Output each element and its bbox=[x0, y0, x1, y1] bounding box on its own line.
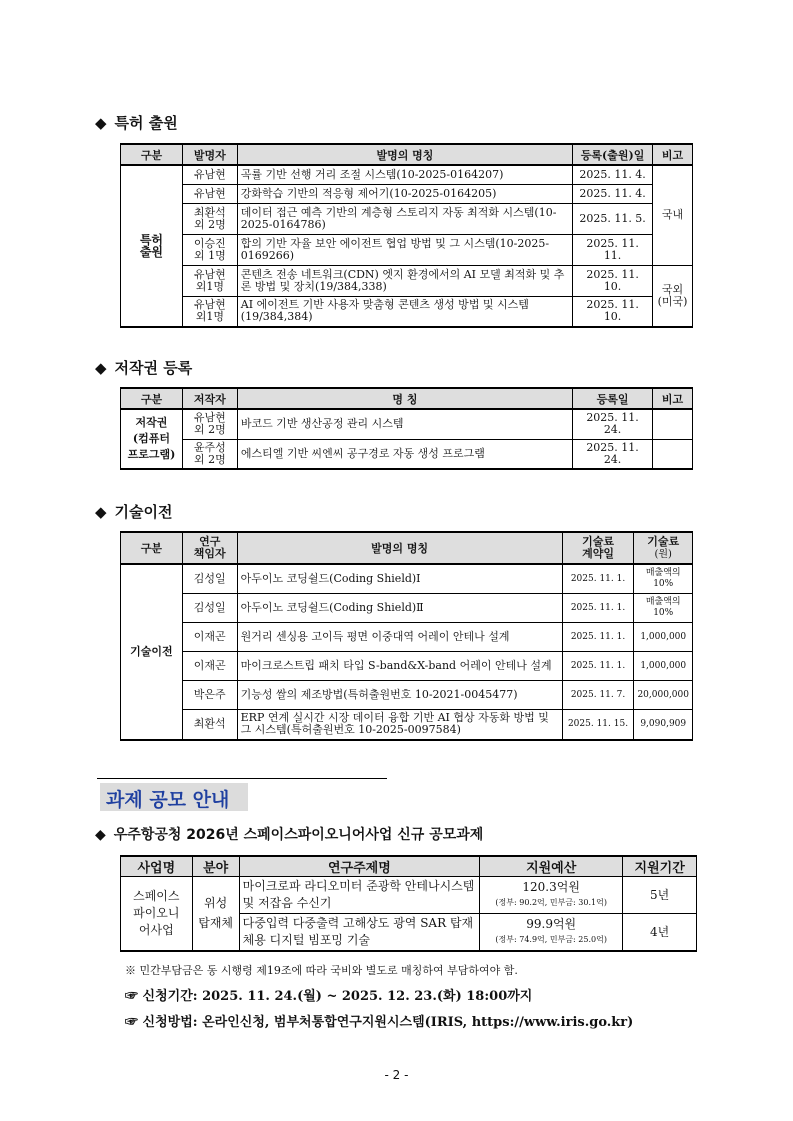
patent-date: 2025. 11. 4. bbox=[573, 165, 653, 184]
tech-date: 2025. 11. 1. bbox=[562, 622, 634, 651]
patent-remark-foreign: 국외 (미국) bbox=[653, 265, 693, 327]
header-budget: 지원예산 bbox=[480, 856, 623, 877]
tech-title: ERP 연계 실시간 시장 데이터 융합 기반 AI 협상 자동화 방법 및 그 시스템(특허출원번호 10-2025-0097584) bbox=[237, 709, 562, 740]
header-title: 발명의 명칭 bbox=[237, 144, 572, 165]
header-remark: 비고 bbox=[653, 144, 693, 165]
tech-title: 아두이노 코딩쉴드(Coding Shield)Ⅱ bbox=[237, 593, 562, 622]
patent-section-title: ◆ 특허 출원 bbox=[95, 114, 178, 132]
tech-researcher: 김성일 bbox=[182, 564, 237, 593]
tech-transfer-table bbox=[120, 531, 693, 741]
header-remark: 비고 bbox=[653, 388, 693, 409]
header-date: 등록일 bbox=[573, 388, 653, 409]
announcement-banner: 과제 공모 안내 bbox=[106, 789, 230, 811]
patent-title: 합의 기반 자율 보안 에이전트 협업 방법 및 그 시스템(10-2025-0169266) bbox=[237, 234, 572, 265]
copyright-title: 에스티엘 기반 씨엔씨 공구경로 자동 생성 프로그램 bbox=[237, 439, 572, 469]
topic-name: 다중입력 다중출력 고해상도 광역 SAR 탑재체용 디지털 빔포밍 기술 bbox=[239, 914, 479, 951]
announcement-table bbox=[120, 855, 697, 952]
patent-inventor: 이승진 외 1명 bbox=[182, 234, 237, 265]
patent-title: 강화학습 기반의 적응형 제어기(10-2025-0164205) bbox=[237, 184, 572, 203]
copyright-table bbox=[120, 387, 693, 470]
patent-date: 2025. 11. 5. bbox=[573, 203, 653, 234]
copyright-date: 2025. 11. 24. bbox=[573, 439, 653, 469]
tech-researcher: 김성일 bbox=[182, 593, 237, 622]
patent-category: 특허 출원 bbox=[121, 165, 183, 327]
header-researcher: 연구 책임자 bbox=[182, 532, 237, 564]
period: 4년 bbox=[623, 914, 697, 951]
diamond-bullet-icon: ◆ bbox=[95, 359, 107, 377]
apply-period: ☞ 신청기간: 2025. 11. 24.(월) ~ 2025. 12. 23.(화) 18:00까지 bbox=[125, 989, 533, 1004]
page-number: - 2 - bbox=[384, 1068, 409, 1082]
tech-researcher: 이재곤 bbox=[182, 651, 237, 680]
header-inventor: 발명자 bbox=[182, 144, 237, 165]
tech-title: 아두이노 코딩쉴드(Coding Shield)Ⅰ bbox=[237, 564, 562, 593]
budget-cell bbox=[480, 877, 623, 914]
copyright-date: 2025. 11. 24. bbox=[573, 409, 653, 439]
tech-date: 2025. 11. 7. bbox=[562, 680, 634, 709]
patent-title: AI 에이전트 기반 사용자 맞춤형 콘텐츠 생성 방법 및 시스템(19/384,384) bbox=[237, 296, 572, 327]
copyright-category: 저작권 (컴퓨터 프로그램) bbox=[121, 409, 183, 469]
patent-inventor: 유남현 외1명 bbox=[182, 296, 237, 327]
budget-cell bbox=[480, 914, 623, 951]
fee-unit: (원) bbox=[654, 548, 672, 560]
apply-method: ☞ 신청방법: 온라인신청, 범부처통합연구지원시스템(IRIS, https://www.iris.go.kr) bbox=[125, 1015, 634, 1030]
patent-table bbox=[120, 143, 693, 328]
tech-fee: 1,000,000 bbox=[634, 622, 693, 651]
patent-inventor: 유남현 외1명 bbox=[182, 265, 237, 296]
patent-date: 2025. 11. 4. bbox=[573, 184, 653, 203]
patent-title: 콘텐츠 전송 네트워크(CDN) 엣지 환경에서의 AI 모델 최적화 및 추론 방법 및 장치(19/384,338) bbox=[237, 265, 572, 296]
field-name: 위성 탑재체 bbox=[192, 877, 239, 951]
patent-inventor: 유남현 bbox=[182, 184, 237, 203]
copyright-author: 윤주성 외 2명 bbox=[182, 439, 237, 469]
header-field: 분야 bbox=[192, 856, 239, 877]
copyright-title: 바코드 기반 생산공정 관리 시스템 bbox=[237, 409, 572, 439]
tech-researcher: 최환석 bbox=[182, 709, 237, 740]
patent-inventor: 유남현 bbox=[182, 165, 237, 184]
tech-date: 2025. 11. 1. bbox=[562, 593, 634, 622]
period: 5년 bbox=[623, 877, 697, 914]
diamond-bullet-icon: ◆ bbox=[95, 114, 107, 132]
tech-transfer-section-title: ◆ 기술이전 bbox=[95, 503, 173, 521]
tech-fee: 1,000,000 bbox=[634, 651, 693, 680]
tech-researcher: 이재곤 bbox=[182, 622, 237, 651]
section-divider bbox=[97, 778, 387, 779]
topic-name: 마이크로파 라디오미터 준광학 안테나시스템 및 저잡음 수신기 bbox=[239, 877, 479, 914]
budget-amount: 99.9억원 bbox=[526, 916, 577, 931]
tech-fee: 20,000,000 bbox=[634, 680, 693, 709]
diamond-bullet-icon: ◆ bbox=[95, 503, 107, 521]
matching-note: ※ 민간부담금은 동 시행령 제19조에 따라 국비와 별도로 매칭하여 부담하여야 함. bbox=[125, 964, 518, 977]
patent-date: 2025. 11. 11. bbox=[573, 234, 653, 265]
budget-detail: (정부: 90.2억, 민부금: 30.1억) bbox=[495, 898, 607, 907]
copyright-remark bbox=[653, 439, 693, 469]
diamond-bullet-icon: ◆ bbox=[95, 827, 106, 843]
header-topic: 연구주제명 bbox=[239, 856, 479, 877]
patent-date: 2025. 11. 10. bbox=[573, 265, 653, 296]
header-category: 구분 bbox=[121, 144, 183, 165]
header-contract-date: 기술료 계약일 bbox=[562, 532, 634, 564]
tech-date: 2025. 11. 1. bbox=[562, 564, 634, 593]
budget-amount: 120.3억원 bbox=[522, 880, 580, 894]
header-date: 등록(출원)일 bbox=[573, 144, 653, 165]
program-name: 스페이스 파이오니 어사업 bbox=[121, 877, 193, 951]
patent-title: 곡률 기반 선행 거리 조절 시스템(10-2025-0164207) bbox=[237, 165, 572, 184]
patent-inventor: 최환석 외 2명 bbox=[182, 203, 237, 234]
copyright-section-title: ◆ 저작권 등록 bbox=[95, 359, 193, 377]
tech-date: 2025. 11. 15. bbox=[562, 709, 634, 740]
header-category: 구분 bbox=[121, 388, 183, 409]
tech-researcher: 박은주 bbox=[182, 680, 237, 709]
header-title: 발명의 명칭 bbox=[237, 532, 562, 564]
tech-title: 원거리 센싱용 고이득 평면 이중대역 어레이 안테나 설계 bbox=[237, 622, 562, 651]
tech-fee: 9,090,909 bbox=[634, 709, 693, 740]
copyright-remark bbox=[653, 409, 693, 439]
patent-date: 2025. 11. 10. bbox=[573, 296, 653, 327]
header-title: 명 칭 bbox=[237, 388, 572, 409]
announcement-section-title: ◆ 우주항공청 2026년 스페이스파이오니어사업 신규 공모과제 bbox=[95, 827, 484, 843]
tech-title: 마이크로스트립 패치 타입 S-band&X-band 어레이 안테나 설계 bbox=[237, 651, 562, 680]
tech-fee: 매출액의 10% bbox=[634, 564, 693, 593]
header-author: 저작자 bbox=[182, 388, 237, 409]
tech-title: 기능성 쌀의 제조방법(특허출원번호 10-2021-0045477) bbox=[237, 680, 562, 709]
patent-title: 데이터 접근 예측 기반의 계층형 스토리지 자동 최적화 시스템(10-2025-0164786) bbox=[237, 203, 572, 234]
header-program: 사업명 bbox=[121, 856, 193, 877]
tech-category: 기술이전 bbox=[121, 564, 183, 740]
tech-date: 2025. 11. 1. bbox=[562, 651, 634, 680]
copyright-author: 유남현 외 2명 bbox=[182, 409, 237, 439]
tech-fee: 매출액의 10% bbox=[634, 593, 693, 622]
header-category: 구분 bbox=[121, 532, 183, 564]
header-fee: 기술료 (원) bbox=[634, 532, 693, 564]
header-period: 지원기간 bbox=[623, 856, 697, 877]
patent-remark-domestic: 국내 bbox=[653, 165, 693, 265]
budget-detail: (정부: 74.9억, 민부금: 25.0억) bbox=[495, 934, 607, 944]
